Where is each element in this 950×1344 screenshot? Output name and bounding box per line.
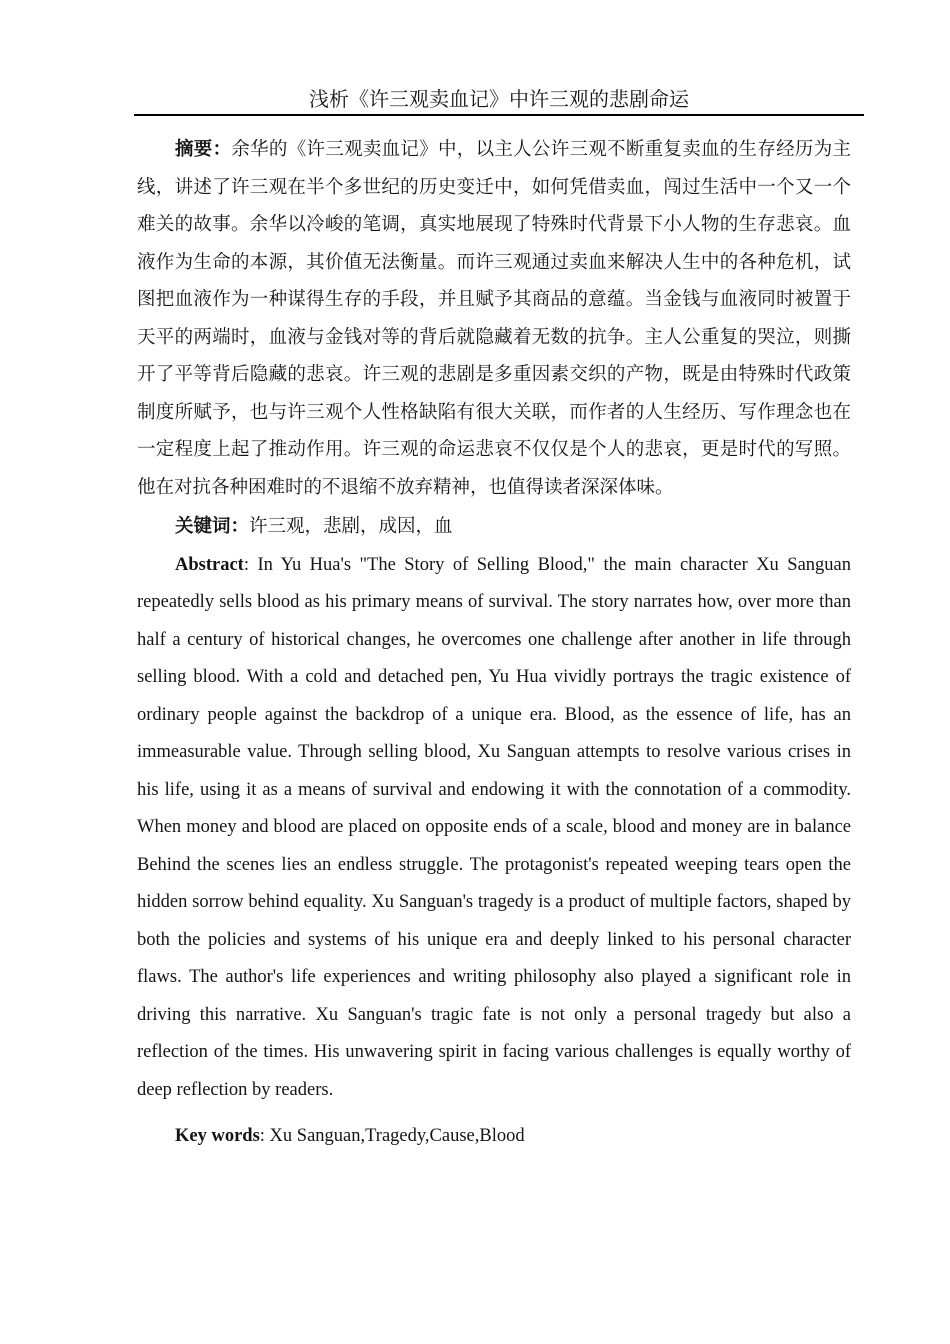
document-body xyxy=(137,130,851,1156)
english-keywords-text: : Xu Sanguan,Tragedy,Cause,Blood xyxy=(259,1126,525,1146)
document-title: 浅析《许三观卖血记》中许三观的悲剧命运 xyxy=(309,89,689,111)
chinese-keywords-text: 许三观，悲剧，成因，血 xyxy=(249,517,453,537)
chinese-keywords-label: 关键词： xyxy=(175,515,250,536)
chinese-abstract-paragraph xyxy=(137,130,851,507)
page-header xyxy=(134,90,864,116)
english-keywords-paragraph xyxy=(137,1118,851,1156)
english-abstract-text: : In Yu Hua's "The Story of Selling Blood," the main character Xu Sanguan repeatedly sells blood as his primary means of survival. The story narrates how, over more than half a century of historical changes, he overcomes one challenge after another in life through selling blood. With a cold and detached pen, Yu Hua vividly portrays the tragic existence of ordinary people against the backdrop of a unique era. Blood, as the essence of life, has an immeasurable value. Through selling blood, Xu Sanguan attempts to resolve various crises in his life, using it as a means of survival and endowing it with the connotation of a commodity. When money and blood are placed on opposite ends of a scale, blood and money are in balance Behind the scenes lies an endless struggle. The protagonist's repeated weeping tears open the hidden sorrow behind equality. Xu Sanguan's tragedy is a product of multiple factors, shaped by both the policies and systems of his unique era and deeply linked to his personal character flaws. The author's life experiences and writing philosophy also played a significant role in driving this narrative. Xu Sanguan's tragic fate is not only a personal tragedy but also a reflection of the times. His unwavering spirit in facing various challenges is equally worthy of deep reflection by readers. xyxy=(137,554,851,1100)
english-keywords-label: Key words xyxy=(175,1126,260,1146)
chinese-abstract-text: 余华的《许三观卖血记》中，以主人公许三观不断重复卖血的生存经历为主线，讲述了许三观在半个多世纪的历史变迁中，如何凭借卖血，闯过生活中一个又一个难关的故事。余华以冷峻的笔调，真实地展现了特殊时代背景下小人物的生存悲哀。血液作为生命的本源，其价值无法衡量。而许三观通过卖血来解决人生中的各种危机，试图把血液作为一种谋得生存的手段，并且赋予其商品的意蕴。当金钱与血液同时被置于天平的两端时，血液与金钱对等的背后就隐藏着无数的抗争。主人公重复的哭泣，则撕开了平等背后隐藏的悲哀。许三观的悲剧是多重因素交织的产物，既是由特殊时代政策制度所赋予，也与许三观个人性格缺陷有很大关联，而作者的人生经历、写作理念也在一定程度上起了推动作用。许三观的命运悲哀不仅仅是个人的悲哀，更是时代的写照。他在对抗各种困难时的不退缩不放弃精神，也值得读者深深体味。 xyxy=(137,140,851,498)
chinese-keywords-paragraph xyxy=(137,507,851,547)
chinese-abstract-label: 摘要： xyxy=(175,138,232,159)
english-abstract-label: Abstract xyxy=(175,554,244,575)
english-abstract-paragraph xyxy=(137,547,851,1110)
